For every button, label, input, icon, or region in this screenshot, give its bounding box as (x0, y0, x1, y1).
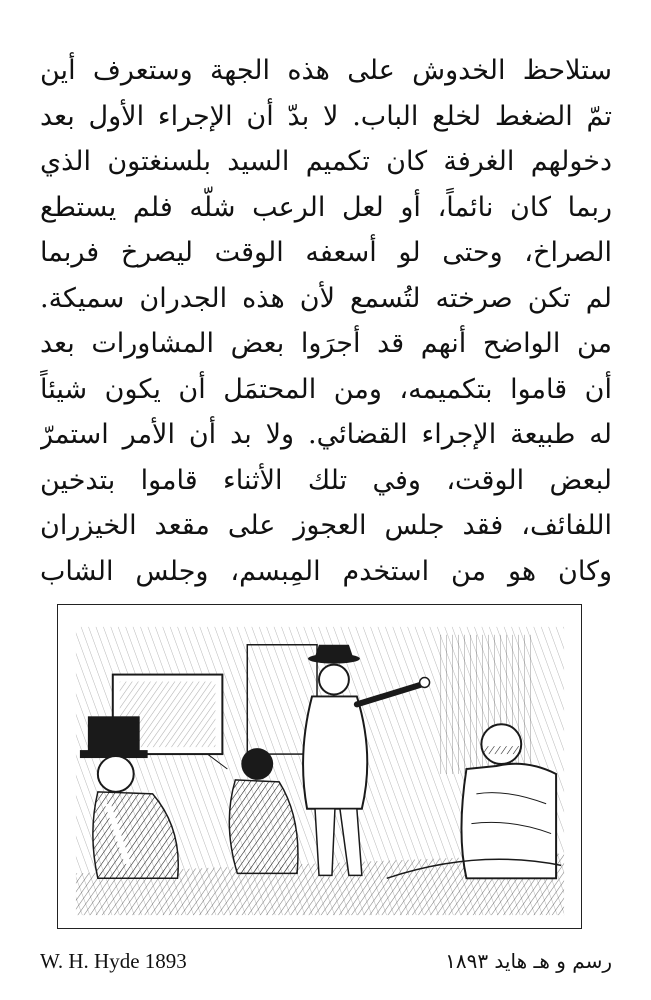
illustration-frame (57, 604, 582, 929)
text-line: لبعض الوقت، وفي تلك الأثناء قاموا بتدخين (40, 464, 612, 496)
caption-english: W. H. Hyde 1893 (40, 949, 187, 973)
caption-row (40, 944, 612, 978)
text-line: وكان هو من استخدم المِبسم، وجلس الشاب (40, 555, 612, 587)
text-line: أن قاموا بتكميمه، ومن المحتمَل أن يكون شيئاً (40, 373, 612, 405)
text-line: الصراخ، وحتى لو أسعفه الوقت ليصرخ فربما (40, 237, 612, 268)
text-line: ربما كان نائماً، أو لعل الرعب شلّه فلم يستطع (40, 191, 612, 223)
caption-arabic: رسم و هـ هايد ١٨٩٣ (445, 949, 612, 973)
text-line: لم تكن صرخته لتُسمع لأن هذه الجدران سميكة. (40, 282, 612, 314)
text-line: دخولهم الغرفة كان تكميم السيد بلسنغتون الذي (40, 146, 612, 177)
text-line: تمّ الضغط لخلع الباب. لا بدّ أن الإجراء الأول بعد (40, 100, 612, 132)
body-text (40, 48, 612, 594)
text-line: ستلاحظ الخدوش على هذه الجهة وستعرف أين (40, 55, 612, 86)
text-line: اللفائف، فقد جلس العجوز على مقعد الخيزران (40, 510, 612, 541)
engraving-illustration-icon (58, 605, 581, 928)
text-line: من الواضح أنهم قد أجرَوا بعض المشاورات بعد (40, 328, 612, 359)
text-line: له طبيعة الإجراء القضائي. ولا بد أن الأمر استمرّ (40, 419, 612, 450)
